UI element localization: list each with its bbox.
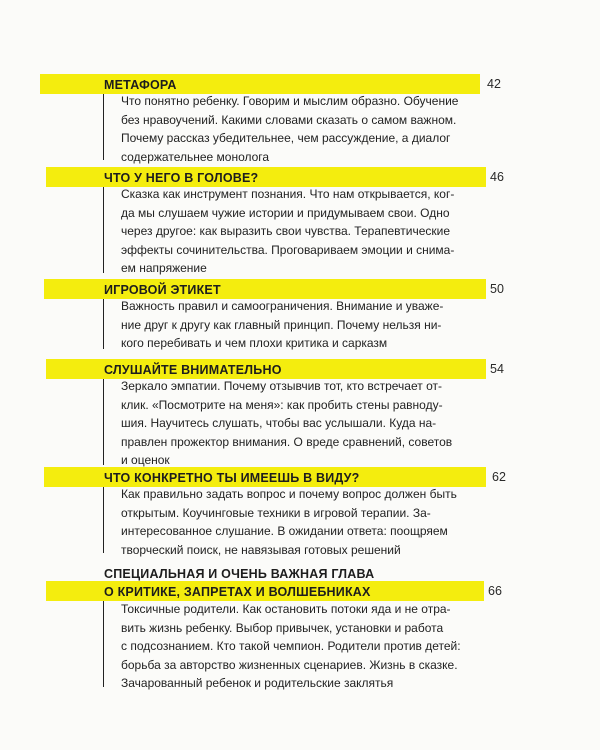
- chapter-summary: [121, 92, 481, 166]
- page-number: 66: [488, 584, 502, 598]
- chapter-summary: [121, 297, 481, 353]
- summary-line: ем напряжение: [121, 261, 207, 275]
- page-number: 62: [492, 470, 506, 484]
- summary-line: Сказка как инструмент познания. Что нам открывается, ког-: [121, 187, 455, 201]
- summary-line: содержательнее монолога: [121, 149, 270, 164]
- chapter-title: МЕТАФОРА: [104, 78, 177, 92]
- summary-line: творческий поиск, не навязывая готовых решений: [121, 542, 401, 557]
- summary-line: эффекты сочинительства. Проговариваем эмоции и снима-: [121, 242, 455, 257]
- vertical-rule: [103, 601, 104, 687]
- summary-line: Важность правил и самоограничения. Внимание и уваже-: [121, 299, 444, 313]
- chapter-title: ИГРОВОЙ ЭТИКЕТ: [104, 283, 221, 297]
- summary-line: Что понятно ребенку. Говорим и мыслим образно. Обучение: [121, 94, 459, 108]
- summary-line: кого перебивать и чем плохи критика и сарказм: [121, 336, 388, 350]
- summary-line: без нравоучений. Какими словами сказать о самом важном.: [121, 112, 457, 127]
- page-number: 42: [487, 77, 501, 91]
- summary-line: борьба за авторство жизненных сценариев. Жизнь в сказке.: [121, 657, 458, 672]
- chapter-summary: [121, 185, 481, 278]
- chapter-title: СЛУШАЙТЕ ВНИМАТЕЛЬНО: [104, 363, 282, 377]
- page-number: 54: [490, 362, 504, 376]
- chapter-summary: [121, 377, 481, 470]
- chapter-title: ЧТО У НЕГО В ГОЛОВЕ?: [104, 171, 259, 185]
- summary-line: с подсознанием. Кто такой чемпион. Родители против детей:: [121, 639, 461, 653]
- chapter-title: ЧТО КОНКРЕТНО ТЫ ИМЕЕШЬ В ВИДУ?: [104, 471, 360, 485]
- chapter-title: О КРИТИКЕ, ЗАПРЕТАХ И ВОЛШЕБНИКАХ: [104, 585, 371, 599]
- summary-line: через другое: как выразить свои чувства. Терапевтические: [121, 224, 451, 238]
- summary-line: да мы слушаем чужие истории и придумываем свои. Одно: [121, 205, 450, 220]
- summary-line: вить жизнь ребенку. Выбор привычек, установки и работа: [121, 620, 444, 635]
- summary-line: правлен прожектор внимания. О вреде сравнений, советов: [121, 434, 453, 449]
- summary-line: Почему рассказ убедительнее, чем рассуждение, а диалог: [121, 131, 451, 145]
- chapter-summary: [121, 485, 481, 559]
- chapter-pretitle: СПЕЦИАЛЬНАЯ И ОЧЕНЬ ВАЖНАЯ ГЛАВА: [104, 567, 375, 581]
- summary-line: клик. «Посмотрите на меня»: как пробить стены равноду-: [121, 397, 443, 412]
- summary-line: и оценок: [121, 453, 170, 467]
- vertical-rule: [103, 379, 104, 465]
- summary-line: Зеркало эмпатии. Почему отзывчив тот, кто встречает от-: [121, 379, 442, 393]
- chapter-summary: [121, 600, 481, 693]
- summary-line: Токсичные родители. Как остановить потоки яда и не отра-: [121, 602, 451, 616]
- vertical-rule: [103, 187, 104, 273]
- summary-line: Как правильно задать вопрос и почему вопрос должен быть: [121, 487, 457, 501]
- vertical-rule: [103, 94, 104, 160]
- summary-line: ние друг к другу как главный принцип. Почему нельзя ни-: [121, 317, 442, 332]
- summary-line: Зачарованный ребенок и родительские заклятья: [121, 676, 394, 690]
- summary-line: шия. Научитесь слушать, чтобы вас услышали. Куда на-: [121, 416, 437, 430]
- vertical-rule: [103, 487, 104, 553]
- page-number: 50: [490, 282, 504, 296]
- summary-line: открытым. Коучинговые техники в игровой терапии. За-: [121, 505, 431, 520]
- page-number: 46: [490, 170, 504, 184]
- vertical-rule: [103, 299, 104, 349]
- summary-line: интересованное слушание. В ожидании ответа: поощряем: [121, 524, 448, 538]
